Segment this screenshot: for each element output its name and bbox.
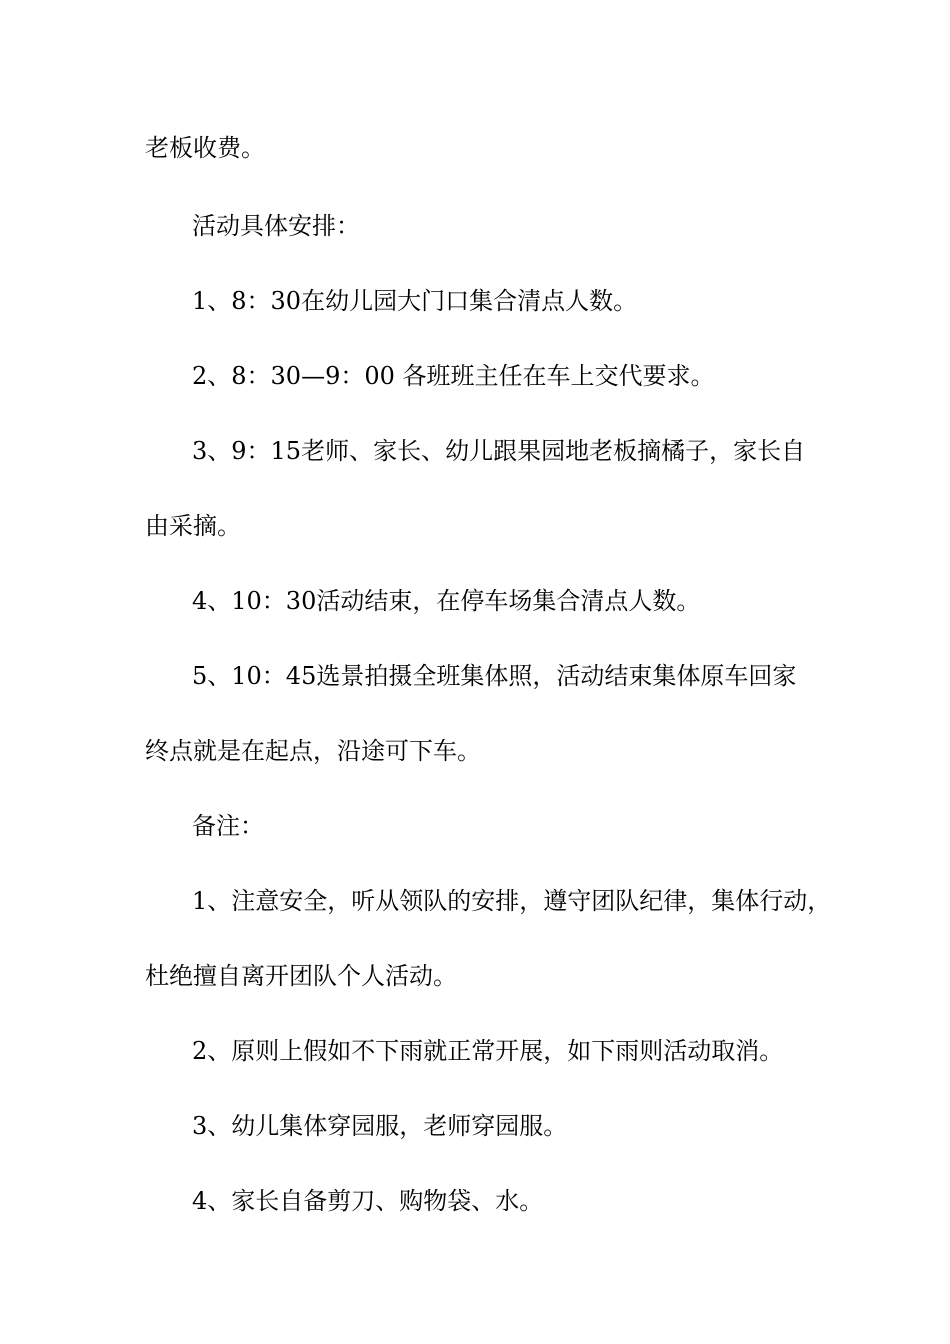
schedule-item-3: 3、9：15老师、家长、幼儿跟果园地老板摘橘子，家长自: [192, 437, 806, 465]
note-item-3: 3、幼儿集体穿园服，老师穿园服。: [192, 1112, 568, 1140]
text-line-fee: 老板收费。: [145, 134, 265, 162]
schedule-item-4: 4、10：30活动结束，在停车场集合清点人数。: [192, 587, 701, 615]
note-item-1: 1、注意安全，听从领队的安排，遵守团队纪律，集体行动，: [192, 887, 832, 915]
schedule-item-2: 2、8：30—9：00 各班班主任在车上交代要求。: [192, 362, 715, 390]
heading-schedule: 活动具体安排：: [192, 212, 360, 240]
note-item-4: 4、家长自备剪刀、购物袋、水。: [192, 1187, 544, 1215]
note-item-1-cont: 杜绝擅自离开团队个人活动。: [145, 962, 457, 990]
note-item-2: 2、原则上假如不下雨就正常开展，如下雨则活动取消。: [192, 1037, 784, 1065]
schedule-item-3-cont: 由采摘。: [145, 512, 241, 540]
schedule-item-1: 1、8：30在幼儿园大门口集合清点人数。: [192, 287, 638, 315]
heading-notes: 备注：: [192, 812, 264, 840]
schedule-item-5: 5、10：45选景拍摄全班集体照，活动结束集体原车回家: [192, 662, 797, 690]
schedule-item-5-cont: 终点就是在起点，沿途可下车。: [145, 737, 481, 765]
